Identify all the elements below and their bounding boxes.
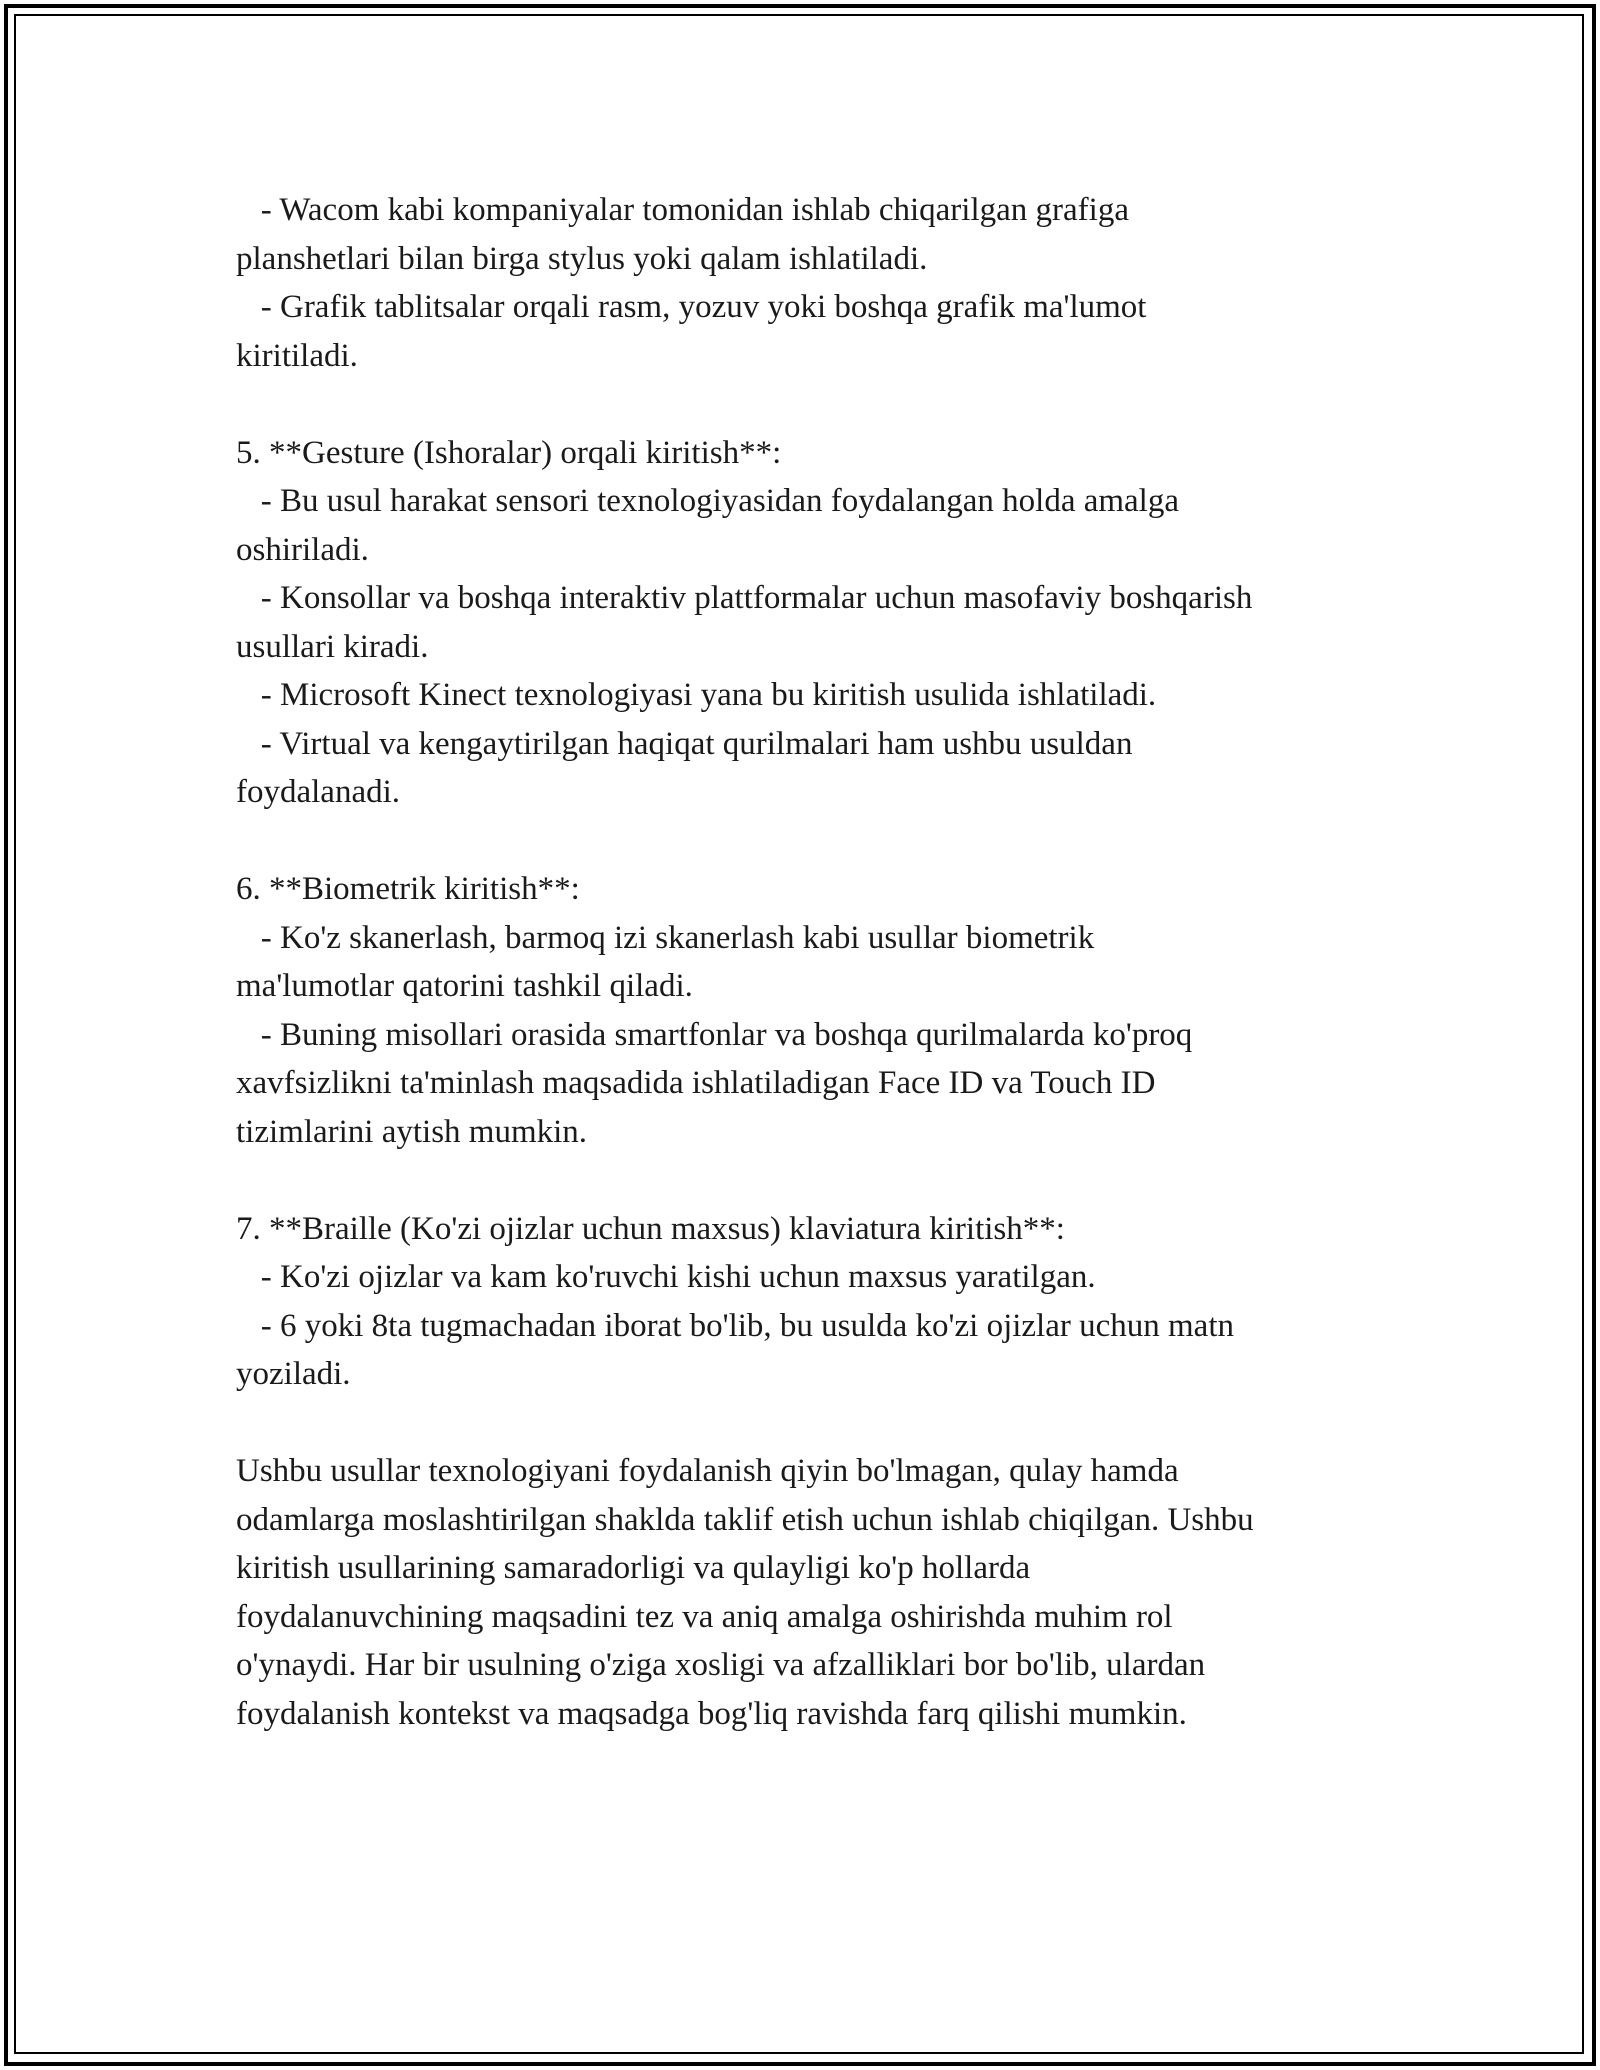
paragraph-gap [236, 817, 1416, 866]
section-heading: 6. **Biometrik kiritish**: [236, 871, 580, 907]
text-line: oshiriladi. [236, 531, 369, 568]
paragraph-gap [236, 1156, 1416, 1205]
text-line: kiritish usullarining samaradorligi va qulayligi ko'p hollarda [236, 1550, 1031, 1586]
text-line: - Wacom kabi kompaniyalar tomonidan ishlab chiqarilgan grafiga [236, 192, 1129, 228]
paragraph-gap [236, 1399, 1416, 1448]
text-line: foydalanadi. [236, 774, 401, 810]
text-line: xavfsizlikni ta'minlash maqsadida ishlatiladigan Face ID va Touch ID [236, 1065, 1156, 1101]
text-line: - Konsollar va boshqa interaktiv plattformalar uchun masofaviy boshqarish [236, 580, 1253, 616]
text-line: planshetlari bilan birga stylus yoki qalam ishlatiladi. [236, 240, 928, 277]
text-line: - Virtual va kengaytirilgan haqiqat qurilmalari ham ushbu usuldan [236, 725, 1133, 762]
text-line: odamlarga moslashtirilgan shaklda taklif etish uchun ishlab chiqilgan. Ushbu [236, 1501, 1254, 1538]
section-heading: 7. **Braille (Ko'zi ojizlar uchun maxsus) klaviatura kiritish**: [236, 1210, 1065, 1247]
text-line: ma'lumotlar qatorini tashkil qiladi. [236, 968, 693, 1004]
text-line: - Ko'zi ojizlar va kam ko'ruvchi kishi uchun maxsus yaratilgan. [236, 1259, 1096, 1295]
text-line: kiritiladi. [236, 337, 358, 374]
paragraph-gap [236, 380, 1416, 429]
text-line: - Grafik tablitsalar orqali rasm, yozuv yoki boshqa grafik ma'lumot [236, 289, 1147, 325]
text-line: - Buning misollari orasida smartfonlar va boshqa qurilmalarda ko'proq [236, 1016, 1193, 1053]
text-line: - Microsoft Kinect texnologiyasi yana bu kiritish usulida ishlatiladi. [236, 677, 1157, 713]
text-line: - Bu usul harakat sensori texnologiyasidan foydalangan holda amalga [236, 483, 1179, 519]
text-line: foydalanish kontekst va maqsadga bog'liq ravishda farq qilishi mumkin. [236, 1695, 1187, 1732]
text-line: yoziladi. [236, 1356, 351, 1392]
text-line: usullari kiradi. [236, 628, 429, 665]
section-heading: 5. **Gesture (Ishoralar) orqali kiritish**: [236, 434, 782, 471]
text-line: foydalanuvchining maqsadini tez va aniq amalga oshirishda muhim rol [236, 1598, 1173, 1635]
document-body [236, 186, 1416, 1738]
text-line: Ushbu usullar texnologiyani foydalanish qiyin bo'lmagan, qulay hamda [236, 1453, 1179, 1489]
text-line: - Ko'z skanerlash, barmoq izi skanerlash kabi usullar biometrik [236, 919, 1095, 956]
text-line: o'ynaydi. Har bir usulning o'ziga xosligi va afzalliklari bor bo'lib, ulardan [236, 1647, 1206, 1683]
text-line: - 6 yoki 8ta tugmachadan iborat bo'lib, bu usulda ko'zi ojizlar uchun matn [236, 1307, 1234, 1344]
text-line: tizimlarini aytish mumkin. [236, 1113, 588, 1150]
